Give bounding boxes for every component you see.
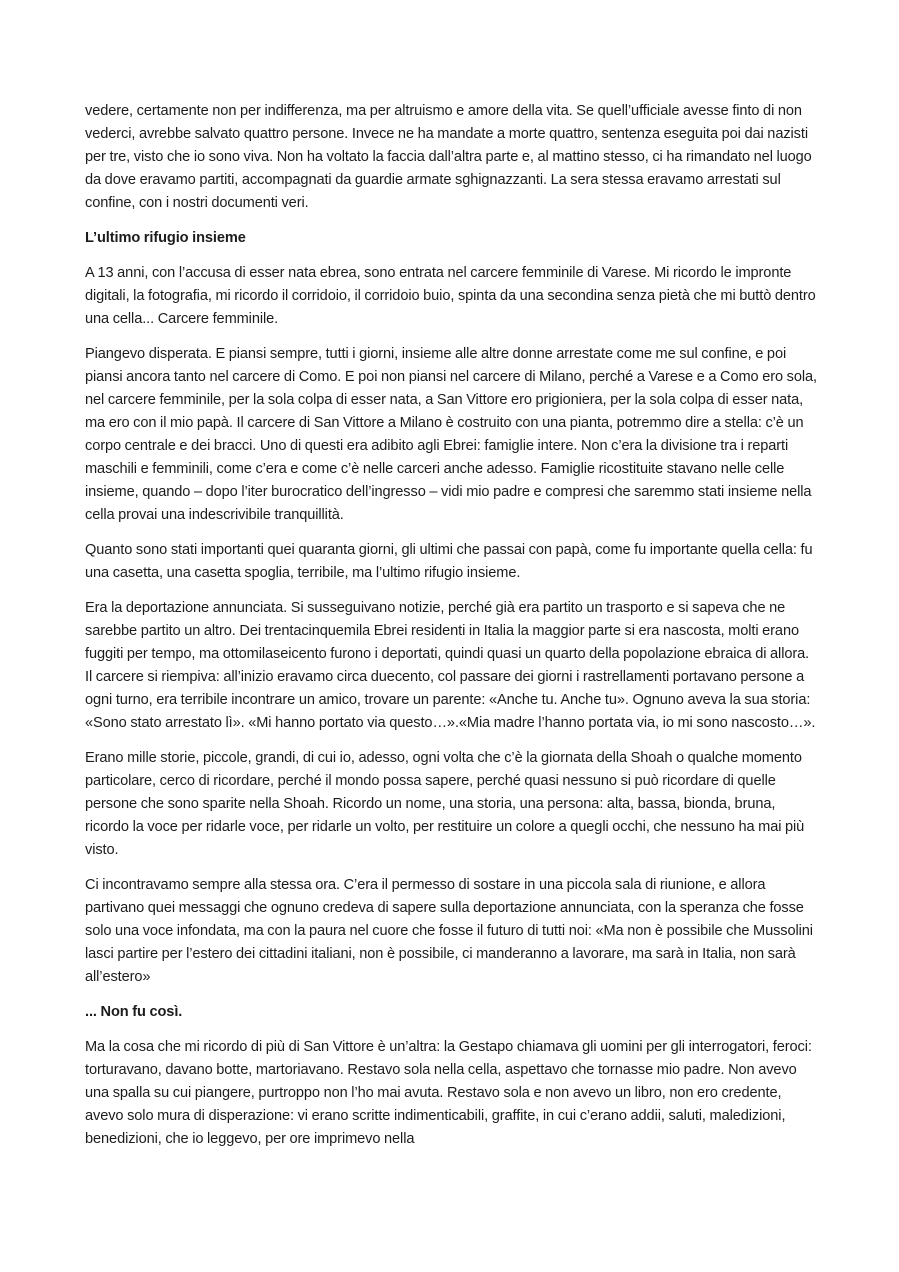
paragraph: A 13 anni, con l’accusa di esser nata ebrea, sono entrata nel carcere femminile di Varese. Mi ricordo le impronte digitali, la fotografia, mi ricordo il corridoio, il corridoio buio, spinta da una secondina senza pietà che mi buttò dentro una cella... Carcere femminile. <box>85 265 816 327</box>
paragraph: Ma la cosa che mi ricordo di più di San Vittore è un’altra: la Gestapo chiamava gli uomini per gli interrogatori, feroci: torturavano, davano botte, martoriavano. Restavo sola nella cella, aspettavo che tornasse mio padre. Non avevo una spalla su cui piangere, purtroppo non l’ho mai avuta. Restavo sola e non avevo un libro, non ero credente, avevo solo mura di disperazione: vi erano scritte indimenticabili, graffite, in cui c’erano addii, saluti, maledizioni, benedizioni, che io leggevo, per ore imprimevo nella <box>85 1039 812 1147</box>
section-heading: ... Non fu così. <box>85 1004 183 1020</box>
paragraph: Piangevo disperata. E piansi sempre, tutti i giorni, insieme alle altre donne arrestate come me sul confine, e poi piansi ancora tanto nel carcere di Como. E poi non piansi nel carcere di Milano, perché a Varese e a Como ero sola, nel carcere femminile, per la sola colpa di esser nata, a San Vittore ero prigioniera, per la sola colpa di esser nata, ma ero con il mio papà. Il carcere di San Vittore a Milano è costruito con una pianta, potremmo dire a stella: c’è un corpo centrale e dei bracci. Uno di questi era adibito agli Ebrei: famiglie intere. Non c’era la divisione tra i reparti maschili e femminili, come c’era e come c’è nelle carceri anche adesso. Famiglie ricostituite stavano nelle celle insieme, quando – dopo l’iter burocratico dell’ingresso – vidi mio padre e compresi che saremmo stati insieme nella cella provai una indescrivibile tranquillità. <box>85 346 817 523</box>
paragraph: Era la deportazione annunciata. Si susseguivano notizie, perché già era partito un trasporto e si sapeva che ne sarebbe partito un altro. Dei trentacinquemila Ebrei residenti in Italia la maggior parte si era nascosta, molti erano fuggiti per tempo, ma ottomilaseicento furono i deportati, quindi quasi un quarto della popolazione ebraica di allora. Il carcere si riempiva: all’inizio eravamo circa duecento, col passare dei giorni i rastrellamenti portavano persone a ogni turno, era terribile incontrare un amico, trovare un parente: «Anche tu. Anche tu». Ognuno aveva la sua storia: «Sono stato arrestato lì». «Mi hanno portato via questo…».«Mia madre l’hanno portata via, io mi sono nascosto…». <box>85 600 816 731</box>
paragraph: vedere, certamente non per indifferenza, ma per altruismo e amore della vita. Se quell’ufficiale avesse finto di non vederci, avrebbe salvato quattro persone. Invece ne ha mandate a morte quattro, sentenza eseguita poi dai nazisti per tre, visto che io sono viva. Non ha voltato la faccia dall’altra parte e, al mattino stesso, ci ha rimandato nel luogo da dove eravamo partiti, accompagnati da guardie armate sghignazzanti. La sera stessa eravamo arrestati sul confine, con i nostri documenti veri. <box>85 103 812 211</box>
paragraph: Ci incontravamo sempre alla stessa ora. C’era il permesso di sostare in una piccola sala di riunione, e allora partivano quei messaggi che ognuno credeva di sapere sulla deportazione annunciata, con la speranza che fosse solo una voce infondata, ma con la paura nel cuore che fosse il futuro di tutti noi: «Ma non è possibile che Mussolini lasci partire per l’estero dei cittadini italiani, non è possibile, ci manderanno a lavorare, ma sarà in Italia, non sarà all’estero» <box>85 877 813 985</box>
paragraph: Quanto sono stati importanti quei quaranta giorni, gli ultimi che passai con papà, come fu importante quella cella: fu una casetta, una casetta spoglia, terribile, ma l’ultimo rifugio insieme. <box>85 542 813 581</box>
document-text-block <box>85 100 818 1163</box>
section-heading: L’ultimo rifugio insieme <box>85 230 246 246</box>
paragraph: Erano mille storie, piccole, grandi, di cui io, adesso, ogni volta che c’è la giornata della Shoah o qualche momento particolare, cerco di ricordare, perché il mondo possa sapere, perché quasi nessuno si può ricordare di quelle persone che sono sparite nella Shoah. Ricordo un nome, una storia, una persona: alta, bassa, bionda, bruna, ricordo la voce per ridarle voce, per ridarle un volto, per restituire un colore a quegli occhi, che nessuno ha mai più visto. <box>85 750 805 858</box>
